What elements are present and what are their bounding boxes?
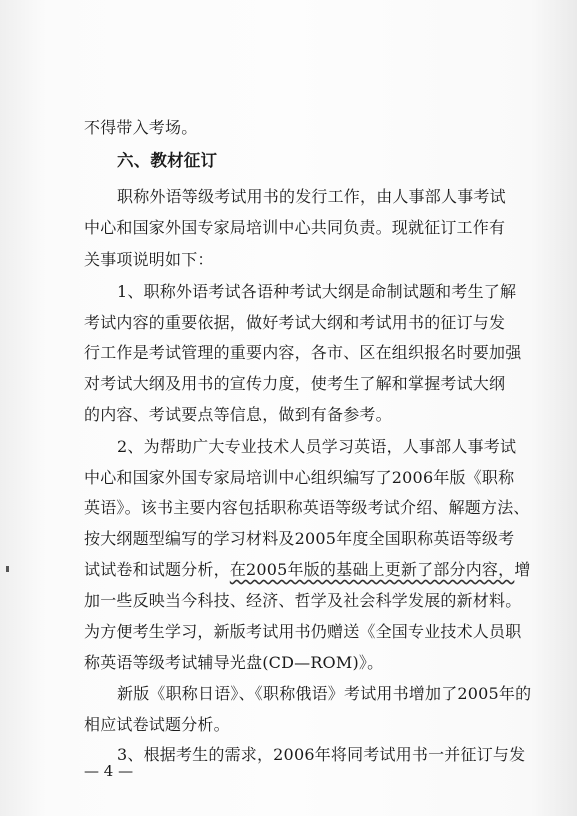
paragraph-line: 相应试卷试题分析。	[84, 715, 230, 734]
paragraph-line: 按大纲题型编写的学习材料及2005年度全国职称英语等级考	[84, 529, 515, 548]
text-segment: 增	[514, 560, 531, 579]
paragraph-line: 加一些反映当今科技、经济、哲学及社会科学发展的新材料。	[84, 591, 522, 610]
paragraph-line: 称英语等级考试辅导光盘(CD—ROM)》。	[84, 653, 384, 672]
paragraph-line: 的内容、考试要点等信息，做到有备参考。	[84, 405, 392, 424]
paragraph-line: 为方便考生学习，新版考试用书仍赠送《全国专业技术人员职	[84, 622, 522, 641]
paragraph-line: 新版《职称日语》、《职称俄语》考试用书增加了2005年的	[117, 684, 532, 703]
paragraph-line: 英语》。该书主要内容包括职称英语等级考试介绍、解题方法、	[84, 498, 530, 517]
paragraph-line: 关事项说明如下：	[84, 250, 214, 269]
section-heading: 六、教材征订	[117, 151, 218, 170]
paragraph-line: 考试内容的重要依据，做好考试大纲和考试用书的征订与发	[84, 313, 506, 332]
page-number: — 4 —	[84, 762, 134, 780]
paragraph-line: 中心和国家外国专家局培训中心共同负责。现就征订工作有	[84, 218, 506, 237]
paragraph-line: 2、为帮助广大专业技术人员学习英语，人事部人事考试	[117, 437, 517, 456]
text-line: 不得带入考场。	[84, 118, 198, 137]
paragraph-line: 3、根据考生的需求，2006年将同考试用书一并征订与发	[117, 745, 526, 764]
paragraph-line: 对考试大纲及用书的宣传力度，使考生了解和掌握考试大纲	[84, 374, 506, 393]
scan-edge-mark	[6, 566, 9, 572]
text-segment: 试试卷和试题分析，	[84, 560, 230, 579]
paragraph-line: 1、职称外语考试各语种考试大纲是命制试题和考生了解	[117, 282, 517, 301]
paragraph-line: 中心和国家外国专家局培训中心组织编写了2006年版《职称	[84, 468, 515, 487]
paragraph-line	[84, 560, 531, 580]
paragraph-line: 职称外语等级考试用书的发行工作，由人事部人事考试	[117, 187, 506, 206]
paragraph-line: 行工作是考试管理的重要内容，各市、区在组织报名时要加强	[84, 343, 522, 362]
handwritten-underline-segment: 在2005年版的基础上更新了部分内容，	[229, 560, 515, 579]
